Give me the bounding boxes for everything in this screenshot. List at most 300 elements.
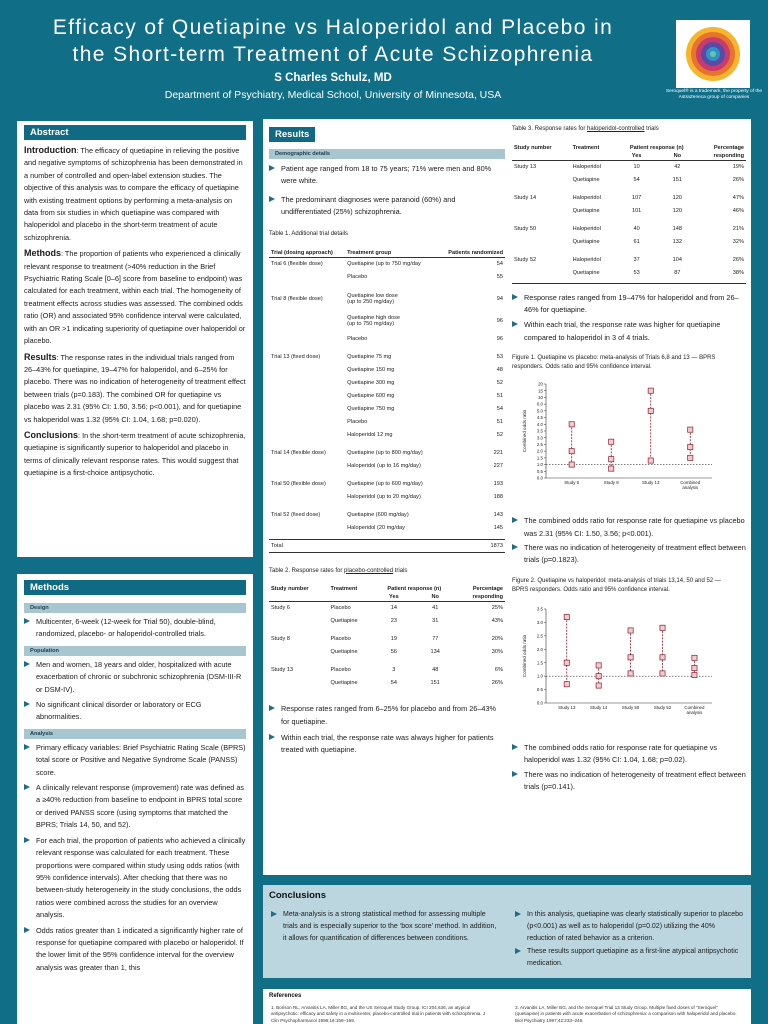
conclusions-panel bbox=[263, 885, 751, 978]
ci-lower-marker bbox=[648, 458, 653, 463]
table-cell: Placebo bbox=[347, 418, 368, 425]
table-cell bbox=[345, 539, 437, 552]
y-tick-label: 2.5 bbox=[536, 633, 543, 639]
table-cell: Quetiapine bbox=[572, 239, 600, 245]
odds-ratio-point bbox=[660, 654, 665, 659]
table-cell: Trial 14 (flexible dose) bbox=[271, 449, 326, 456]
table-row bbox=[269, 350, 505, 363]
table-cell: 94 bbox=[496, 296, 503, 303]
table2 bbox=[269, 585, 505, 690]
x-tick-label: Study 8 bbox=[603, 480, 619, 486]
table-cell: 188 bbox=[493, 493, 503, 500]
reference-item: 3. Arvanitis LA, Miller BG, and the Seroquel Trial 13 Study Group. Multiple fixed doses of "Seroquel" (quetiapine) in patients with acute exacerbation of schizophrenia: a comparison with haloperidol and placebo. Biol Psychiatry 1997;42:233–246. bbox=[515, 1005, 737, 1023]
results-panel bbox=[263, 119, 751, 875]
column-header: Patient response (n) bbox=[629, 145, 684, 151]
table-cell: 52 bbox=[496, 379, 503, 386]
table-cell: Trial 52 (fixed dose) bbox=[271, 511, 321, 518]
table-cell bbox=[269, 376, 345, 389]
table-cell: 19 bbox=[390, 635, 397, 642]
figure2-caption: Figure 2. Quetiapine vs haloperidol: meta-analysis of trials 13,14, 50 and 52 — BPRS responders. Odds ratio and 95% confidence interval. bbox=[512, 577, 721, 593]
table-row bbox=[512, 236, 746, 249]
y-tick-label: 0.5 bbox=[536, 686, 543, 692]
column-header: Treatment bbox=[329, 585, 373, 602]
y-axis-label: Combined odds ratio bbox=[522, 634, 527, 677]
table-cell: Haloperidol bbox=[572, 195, 601, 201]
table-cell bbox=[269, 676, 329, 689]
table-row bbox=[269, 389, 505, 402]
table-cell: 21% bbox=[732, 226, 744, 232]
table-cell: 19% bbox=[732, 164, 744, 171]
table-cell: Quetiapine (600 mg/day) bbox=[347, 511, 409, 518]
table-row bbox=[269, 415, 505, 428]
table-row bbox=[269, 270, 505, 283]
table-row bbox=[269, 521, 505, 534]
table-row bbox=[512, 223, 746, 236]
table-row bbox=[269, 490, 505, 503]
table-cell: Quetiapine bbox=[330, 617, 358, 624]
table-header-row bbox=[269, 585, 505, 593]
table-cell: 107 bbox=[631, 195, 642, 201]
table-cell: Placebo bbox=[347, 273, 368, 280]
table-cell: 41 bbox=[432, 604, 439, 611]
population-label: Population bbox=[24, 646, 246, 656]
table1-caption: Table 1. Additional trial details bbox=[269, 230, 349, 237]
y-tick-label: 1.5 bbox=[536, 660, 543, 666]
y-axis-label: Combined odds ratio bbox=[522, 409, 527, 453]
table-row bbox=[269, 288, 505, 310]
y-tick-label: 3.0 bbox=[536, 619, 543, 625]
table-cell bbox=[269, 459, 345, 472]
table-cell: Quetiapine bbox=[572, 208, 600, 214]
column-subheader: Yes bbox=[373, 593, 415, 602]
bullet: There was no indication of heterogeneity of treatment effect between trials (p=0.1823). bbox=[512, 542, 746, 567]
bullet-arrow-icon bbox=[512, 321, 518, 327]
column-subheader: responding bbox=[456, 593, 505, 602]
table-cell: 43% bbox=[491, 617, 503, 624]
table-cell: 26% bbox=[732, 257, 744, 263]
table-cell: Quetiapine 150 mg bbox=[347, 366, 395, 373]
abstract-conclusions: Conclusions: In the short-term treatment of acute schizophrenia, quetiapine is significantly superior to haloperidol and placebo in terms of clinically relevant response rates. This would suggest that quetiapine is a first-choice antipsychotic. bbox=[24, 429, 246, 478]
bullet-arrow-icon bbox=[512, 544, 518, 550]
table-cell: Haloperidol (up to 16 mg/day) bbox=[347, 462, 421, 469]
table-cell: Quetiapine 600 mg bbox=[347, 392, 395, 399]
odds-ratio-point bbox=[648, 408, 653, 413]
figure1-chart bbox=[512, 374, 746, 504]
bullet: There was no indication of heterogeneity of treatment effect between trials (p=0.141). bbox=[512, 769, 746, 794]
table-cell: Placebo bbox=[330, 666, 351, 673]
bullet-arrow-icon bbox=[24, 618, 30, 624]
table-row bbox=[269, 310, 505, 332]
table-row bbox=[269, 645, 505, 658]
abstract-introduction: Introduction: The efficacy of quetiapine in relieving the positive and negative symptoms of schizophrenia has been demonstrated in a number of controlled and open-label extension studies. The objective of this analysis was to compare the efficacy of quetiapine with existing treatment options by performing a meta-analysis on data from six studies in which quetiapine was compared with haloperidol and placebo in the short-term treatment of acute schizophrenia. bbox=[24, 145, 243, 242]
table-cell: Haloperidol (up to 20 mg/day) bbox=[347, 493, 421, 500]
table-row bbox=[269, 508, 505, 521]
y-tick-label: 4.0 bbox=[536, 422, 543, 428]
table-cell: Trial 6 (flexible dose) bbox=[271, 260, 323, 267]
table-cell bbox=[269, 490, 345, 503]
references-heading: References bbox=[269, 993, 302, 999]
analysis-bullets bbox=[24, 742, 246, 974]
trademark-note: Seroquel® is a trademark, the property of the AstraZeneca group of companies bbox=[665, 89, 763, 100]
column-header: Patient response (n) bbox=[387, 585, 442, 592]
column-header: Treatment group bbox=[345, 249, 437, 258]
table-cell: 10 bbox=[633, 164, 640, 171]
x-tick-label: Study 13 bbox=[642, 480, 660, 486]
table-cell: 37 bbox=[633, 257, 640, 263]
bullet-arrow-icon bbox=[269, 734, 275, 740]
table-cell: 25% bbox=[491, 604, 503, 611]
ci-upper-marker bbox=[596, 663, 601, 668]
x-tick-label: Study 50 bbox=[621, 704, 640, 710]
y-tick-label: 3.5 bbox=[536, 606, 543, 612]
x-tick-label: Study 52 bbox=[653, 704, 672, 710]
table-cell: Trial 13 (fixed dose) bbox=[271, 353, 321, 360]
table-cell: Study 8 bbox=[271, 635, 290, 642]
table-cell: 148 bbox=[672, 226, 682, 232]
figure2-chart bbox=[512, 599, 746, 729]
table-cell: Quetiapine bbox=[572, 270, 600, 276]
bullet: Within each trial, the response rate was always higher for patients treated with quetiapine. bbox=[269, 732, 505, 757]
table-cell: Quetiapine bbox=[330, 679, 358, 686]
conclusions-heading: Conclusions bbox=[269, 890, 327, 901]
table-cell: 32% bbox=[732, 239, 744, 245]
table3 bbox=[512, 144, 746, 280]
table-cell: 132 bbox=[672, 239, 682, 245]
y-tick-label: 2.0 bbox=[536, 646, 543, 652]
table-cell: Quetiapine (up to 600 mg/day) bbox=[347, 480, 423, 487]
table-cell: 145 bbox=[493, 524, 503, 531]
bullet-arrow-icon bbox=[512, 771, 518, 777]
table-row bbox=[512, 267, 746, 280]
odds-ratio-point bbox=[628, 654, 633, 659]
y-tick-label: 0.5 bbox=[536, 469, 543, 475]
table-row bbox=[269, 601, 505, 614]
table-cell bbox=[512, 174, 571, 187]
table-cell: 46% bbox=[732, 208, 744, 214]
x-tick-label: analysis bbox=[682, 485, 699, 491]
abstract-panel bbox=[17, 121, 253, 557]
conclusions-right-bullets bbox=[515, 909, 743, 970]
bullet-arrow-icon bbox=[515, 911, 521, 917]
table-header-row bbox=[512, 144, 746, 152]
table-cell: Study 6 bbox=[271, 604, 290, 611]
table-cell: 120 bbox=[672, 208, 682, 214]
table-cell: Quetiapine bbox=[572, 177, 600, 183]
bullet-arrow-icon bbox=[24, 661, 30, 667]
table-cell: 56 bbox=[390, 648, 397, 655]
x-tick-label: Combined bbox=[680, 480, 701, 486]
column-subheader: responding bbox=[697, 152, 746, 161]
bullet-arrow-icon bbox=[512, 517, 518, 523]
bullet: Meta-analysis is a strong statistical method for assessing multiple trials and is especially superior to the ‘box score’ method. In addition, it allows for quantification of differences between conditions. bbox=[271, 909, 499, 944]
table-cell: 54 bbox=[633, 177, 640, 183]
methods-heading: Methods bbox=[24, 580, 246, 595]
table-cell bbox=[269, 614, 329, 627]
column-header: Study number bbox=[512, 144, 571, 161]
y-tick-label: 20 bbox=[538, 381, 543, 387]
ci-upper-marker bbox=[648, 388, 653, 393]
table-row bbox=[269, 459, 505, 472]
bullet: Primary efficacy variables: Brief Psychiatric Rating Scale (BPRS) total score or Positive and Negative Syndrome Scale (PANSS) score. bbox=[24, 742, 246, 779]
table-cell bbox=[512, 267, 571, 280]
table-cell: 101 bbox=[631, 208, 642, 214]
table-cell: Study 14 bbox=[514, 195, 537, 201]
y-tick-label: 1.0 bbox=[536, 462, 543, 468]
y-tick-label: 0.0 bbox=[536, 475, 543, 481]
table-row bbox=[269, 402, 505, 415]
table-total-row bbox=[269, 539, 505, 552]
bullet: Odds ratios greater than 1 indicated a significantly higher rate of response for quetiapine compared with placebo or haloperidol. If the lower limit of the 95% confidence interval for the overview analysis was greater than 1, this bbox=[24, 925, 246, 975]
table1 bbox=[269, 249, 505, 553]
table-cell: 134 bbox=[430, 648, 440, 655]
table-cell: 42 bbox=[674, 164, 681, 171]
table-cell bbox=[269, 415, 345, 428]
table-cell: 20% bbox=[491, 635, 503, 642]
figure1-caption: Figure 1. Quetiapine vs placebo: meta-analysis of Trials 6,8 and 13 — BPRS responders. Odds ratio and 95% confidence interval. bbox=[512, 355, 716, 371]
table-cell: 221 bbox=[493, 449, 503, 456]
bullet-arrow-icon bbox=[512, 744, 518, 750]
bullet-arrow-icon bbox=[24, 744, 30, 750]
table-cell bbox=[512, 236, 571, 249]
bullet: The predominant diagnoses were paranoid (60%) and undifferentiated (25%) schizophrenia. bbox=[269, 194, 505, 219]
logo-graphic bbox=[676, 20, 750, 88]
table-cell: Quetiapine high dose (up to 750 mg/day) bbox=[347, 315, 400, 328]
ci-lower-marker bbox=[692, 672, 697, 677]
bullet: Patient age ranged from 18 to 75 years; 71% were men and 80% were white. bbox=[269, 163, 505, 188]
bullet: Response rates ranged from 6–25% for placebo and from 26–43% for quetiapine. bbox=[269, 703, 505, 728]
x-tick-label: Study 6 bbox=[564, 480, 580, 486]
table-cell bbox=[269, 402, 345, 415]
ci-lower-marker bbox=[628, 671, 633, 676]
table-cell: Haloperidol (20 mg/day bbox=[347, 524, 405, 531]
ci-upper-marker bbox=[688, 427, 693, 432]
y-tick-label: 2.0 bbox=[536, 448, 543, 454]
column-header: Percentage bbox=[472, 585, 503, 592]
table-cell: 96 bbox=[496, 318, 503, 325]
table-cell: Haloperidol bbox=[572, 164, 601, 171]
bullet: For each trial, the proportion of patients who achieved a clinically relevant response was calculated for each treatment. These proportions were compared within study using odds ratios (with 95% confidence intervals). After checking that there was no between-study heterogeneity in the study conclusions, the odds ratios were combined across the studies for an overview analysis. bbox=[24, 835, 246, 922]
table-cell: Placebo bbox=[347, 335, 368, 342]
table-cell: 38% bbox=[732, 270, 744, 276]
table-cell bbox=[269, 310, 345, 332]
table-cell: Quetiapine 750 mg bbox=[347, 405, 395, 412]
odds-ratio-point bbox=[596, 673, 601, 678]
table-row bbox=[269, 376, 505, 389]
demographic-label: Demographic details bbox=[269, 149, 505, 159]
table-cell: 54 bbox=[496, 405, 503, 412]
bullet: Men and women, 18 years and older, hospitalized with acute exacerbation of chronic or subchronic schizophrenia (DSM-III-R or DSM-IV). bbox=[24, 659, 246, 696]
demographic-bullets bbox=[269, 163, 505, 219]
table-row bbox=[269, 663, 505, 676]
abstract-methods: Methods: The proportion of patients who experienced a clinically relevant response to treatment (>40% reduction in the Brief Psychiatric Rating Scale [0–6] score from baseline to endpoint) was calculated for each treatment, within each trial. The homogeneity of treatment effects across studies was assessed. The combined odds ratio (OR) and associated 95% confidence interval were calculated, with an OR >1 indicating superiority of quetiapine over haloperidol or placebo. bbox=[24, 248, 246, 346]
table-cell: Study 13 bbox=[271, 666, 294, 673]
bullet-arrow-icon bbox=[24, 784, 30, 790]
table-header-row bbox=[269, 249, 505, 258]
bullet-arrow-icon bbox=[515, 948, 521, 954]
table-cell: Quetiapine bbox=[330, 648, 358, 655]
table-row bbox=[269, 363, 505, 376]
x-tick-label: Combined bbox=[684, 704, 705, 710]
table-cell: 96 bbox=[496, 335, 503, 342]
ci-lower-marker bbox=[609, 466, 614, 471]
table-cell: 52 bbox=[496, 431, 503, 438]
population-bullets bbox=[24, 659, 246, 724]
table-row bbox=[269, 446, 505, 459]
table-row bbox=[269, 257, 505, 270]
bullet-arrow-icon bbox=[269, 705, 275, 711]
table-cell: Study 50 bbox=[514, 226, 537, 232]
ci-lower-marker bbox=[660, 671, 665, 676]
y-tick-label: 0.0 bbox=[536, 700, 543, 706]
bullet: The combined odds ratio for response rate for quetiapine vs haloperidol was 1.32 (95% CI: 1.04, 1.68; p=0.02). bbox=[512, 742, 746, 767]
y-tick-label: 10 bbox=[538, 395, 543, 401]
reference-item: 1. Borison RL, Arvanitis LA, Miller BG, and the US Seroquel Study Group. ICI 204,636, an atypical antipsychotic: efficacy and safety in a multicenter, placebo-controlled trial in patients with schizophrenia. J Clin Psychopharmacol 1996;16:158–169. bbox=[271, 1005, 486, 1023]
poster-title bbox=[8, 14, 658, 68]
bullet-arrow-icon bbox=[269, 196, 275, 202]
table-cell: Haloperidol 12 mg bbox=[347, 431, 393, 438]
bullet-arrow-icon bbox=[24, 837, 30, 843]
table-cell: Trial 50 (flexible dose) bbox=[271, 480, 326, 487]
title-line-2: the Short-term Treatment of Acute Schizophrenia bbox=[72, 43, 594, 66]
table-cell: 87 bbox=[674, 270, 681, 276]
y-tick-label: 3.5 bbox=[536, 428, 543, 434]
y-tick-label: 2.5 bbox=[536, 442, 543, 448]
column-header: Study number bbox=[269, 585, 329, 602]
table-cell bbox=[269, 521, 345, 534]
table-row bbox=[512, 161, 746, 174]
table-cell bbox=[512, 205, 571, 218]
y-tick-label: 5.0 bbox=[536, 408, 543, 414]
bullet-arrow-icon bbox=[24, 927, 30, 933]
table-cell: 40 bbox=[633, 226, 640, 232]
table-cell: 48 bbox=[496, 366, 503, 373]
x-tick-label: analysis bbox=[686, 709, 703, 715]
bullet: A clinically relevant response (improvement) rate was defined as a ≥40% reduction from baseline to endpoint in BPRS total score or derived PANSS score (using symptoms that matched the BPRS; Trials 14, 50, and 52). bbox=[24, 782, 246, 832]
table-row bbox=[512, 254, 746, 267]
table2-caption: Table 2. Response rates for placebo-controlled trials bbox=[269, 567, 408, 574]
table-cell: Study 13 bbox=[514, 164, 537, 171]
table-cell bbox=[269, 270, 345, 283]
table-cell: Quetiapine (up to 750 mg/day bbox=[347, 260, 421, 267]
bullet: The combined odds ratio for response rate for quetiapine vs placebo was 2.31 (95% CI: 1.50, 3.56; p<0.001). bbox=[512, 515, 746, 540]
table-row bbox=[269, 614, 505, 627]
table-cell: 54 bbox=[390, 679, 397, 686]
bullet-arrow-icon bbox=[271, 911, 277, 917]
table-cell: 104 bbox=[672, 257, 682, 263]
table-cell: 151 bbox=[672, 177, 682, 183]
y-tick-label: 6.0 bbox=[536, 401, 543, 407]
x-tick-label: Study 14 bbox=[590, 704, 608, 710]
table-cell: 55 bbox=[496, 273, 503, 280]
design-label: Design bbox=[24, 603, 246, 613]
figure1-bullets bbox=[512, 515, 746, 567]
ci-upper-marker bbox=[609, 439, 614, 444]
ci-lower-marker bbox=[596, 683, 601, 688]
table-cell: 51 bbox=[496, 392, 503, 399]
table-cell: 23 bbox=[390, 617, 397, 624]
results-heading: Results bbox=[269, 127, 315, 142]
table-cell: 3 bbox=[392, 666, 396, 673]
odds-ratio-point bbox=[688, 445, 693, 450]
analysis-label: Analysis bbox=[24, 729, 246, 739]
table-cell: 14 bbox=[390, 604, 397, 611]
table-cell: 6% bbox=[494, 666, 503, 673]
methods-panel bbox=[17, 574, 253, 1024]
poster-header bbox=[0, 0, 768, 115]
table-cell: Placebo bbox=[330, 635, 351, 642]
y-tick-label: 1.0 bbox=[536, 673, 543, 679]
bullet: Multicenter, 6-week (12-week for Trial 50), double-blind, randomized, placebo- or haloperidol-controlled trials. bbox=[24, 616, 246, 641]
table-cell: 53 bbox=[633, 270, 640, 276]
table-cell bbox=[269, 363, 345, 376]
column-subheader: No bbox=[415, 593, 456, 602]
table-row bbox=[269, 332, 505, 345]
title-line-1: Efficacy of Quetiapine vs Haloperidol and Placebo in bbox=[52, 16, 614, 39]
odds-ratio-point bbox=[692, 665, 697, 670]
table-cell: 26% bbox=[491, 679, 503, 686]
ci-upper-marker bbox=[564, 614, 569, 619]
column-header: Treatment bbox=[571, 144, 616, 161]
table-cell bbox=[269, 645, 329, 658]
bullet: Response rates ranged from 19–47% for haloperidol and from 26–46% for quetiapine. bbox=[512, 292, 746, 317]
ci-lower-marker bbox=[569, 462, 574, 467]
table-cell: Trial 8 (flexible dose) bbox=[271, 296, 323, 303]
table-row bbox=[269, 676, 505, 689]
ci-lower-marker bbox=[688, 455, 693, 460]
table-cell: 120 bbox=[672, 195, 682, 201]
table-row bbox=[269, 477, 505, 490]
table-cell: Haloperidol bbox=[572, 226, 601, 232]
ci-upper-marker bbox=[569, 422, 574, 427]
table-cell: 143 bbox=[493, 511, 503, 518]
y-tick-label: 15 bbox=[538, 388, 543, 394]
table-row bbox=[269, 428, 505, 441]
table-cell: 151 bbox=[430, 679, 440, 686]
table-cell: 61 bbox=[633, 239, 640, 245]
abstract-results: Results: The response rates in the individual trials ranged from 26–43% for quetiapine, 19–47% for haloperidol, and 6–25% for placebo. There was no indication of heterogeneity of treatment effect between trials (p=0.183). The combined OR for quetiapine vs placebo was 2.31 (95% CI: 1.50, 3.56; p<0.001), and for quetiapine vs haloperidol was 1.32 (95% CI: 1.04, 1.68; p=0.020). bbox=[24, 351, 246, 424]
odds-ratio-point bbox=[569, 449, 574, 454]
odds-ratio-point bbox=[609, 457, 614, 462]
column-header: Trial (dosing approach) bbox=[269, 249, 345, 258]
column-subheader: Yes bbox=[616, 152, 657, 161]
table-cell: 53 bbox=[496, 353, 503, 360]
conclusions-left-bullets bbox=[271, 909, 499, 944]
author-name: S Charles Schulz, MD bbox=[274, 72, 392, 84]
table-cell: 54 bbox=[496, 260, 503, 267]
y-tick-label: 3.0 bbox=[536, 435, 543, 441]
table3-caption: Table 3. Response rates for haloperidol-controlled trials bbox=[512, 126, 659, 132]
table-cell: Total bbox=[269, 539, 345, 552]
table-row bbox=[269, 632, 505, 645]
ci-upper-marker bbox=[628, 628, 633, 633]
y-tick-label: 4.5 bbox=[536, 415, 543, 421]
placebo-bullets bbox=[269, 703, 505, 757]
odds-ratio-point bbox=[564, 660, 569, 665]
table-cell: 77 bbox=[432, 635, 439, 642]
bullet: In this analysis, quetiapine was clearly statistically superior to placebo (p<0.001) as well as to haloperidol (p=0.02) utilizing the 40% reduction of rated behavior as a criterion. bbox=[515, 909, 743, 944]
abstract-heading: Abstract bbox=[24, 125, 246, 140]
table-cell: Haloperidol bbox=[572, 257, 601, 263]
table-cell: 31 bbox=[432, 617, 439, 624]
figure2-bullets bbox=[512, 742, 746, 794]
design-bullets bbox=[24, 616, 246, 641]
bullet: Within each trial, the response rate was higher for quetiapine compared to haloperidol in 3 of 4 trials. bbox=[512, 319, 746, 344]
bullet-arrow-icon bbox=[269, 165, 275, 171]
table-cell: 51 bbox=[496, 418, 503, 425]
bullet-arrow-icon bbox=[24, 701, 30, 707]
table-cell: 26% bbox=[732, 177, 744, 183]
x-tick-label: Study 13 bbox=[558, 704, 576, 710]
